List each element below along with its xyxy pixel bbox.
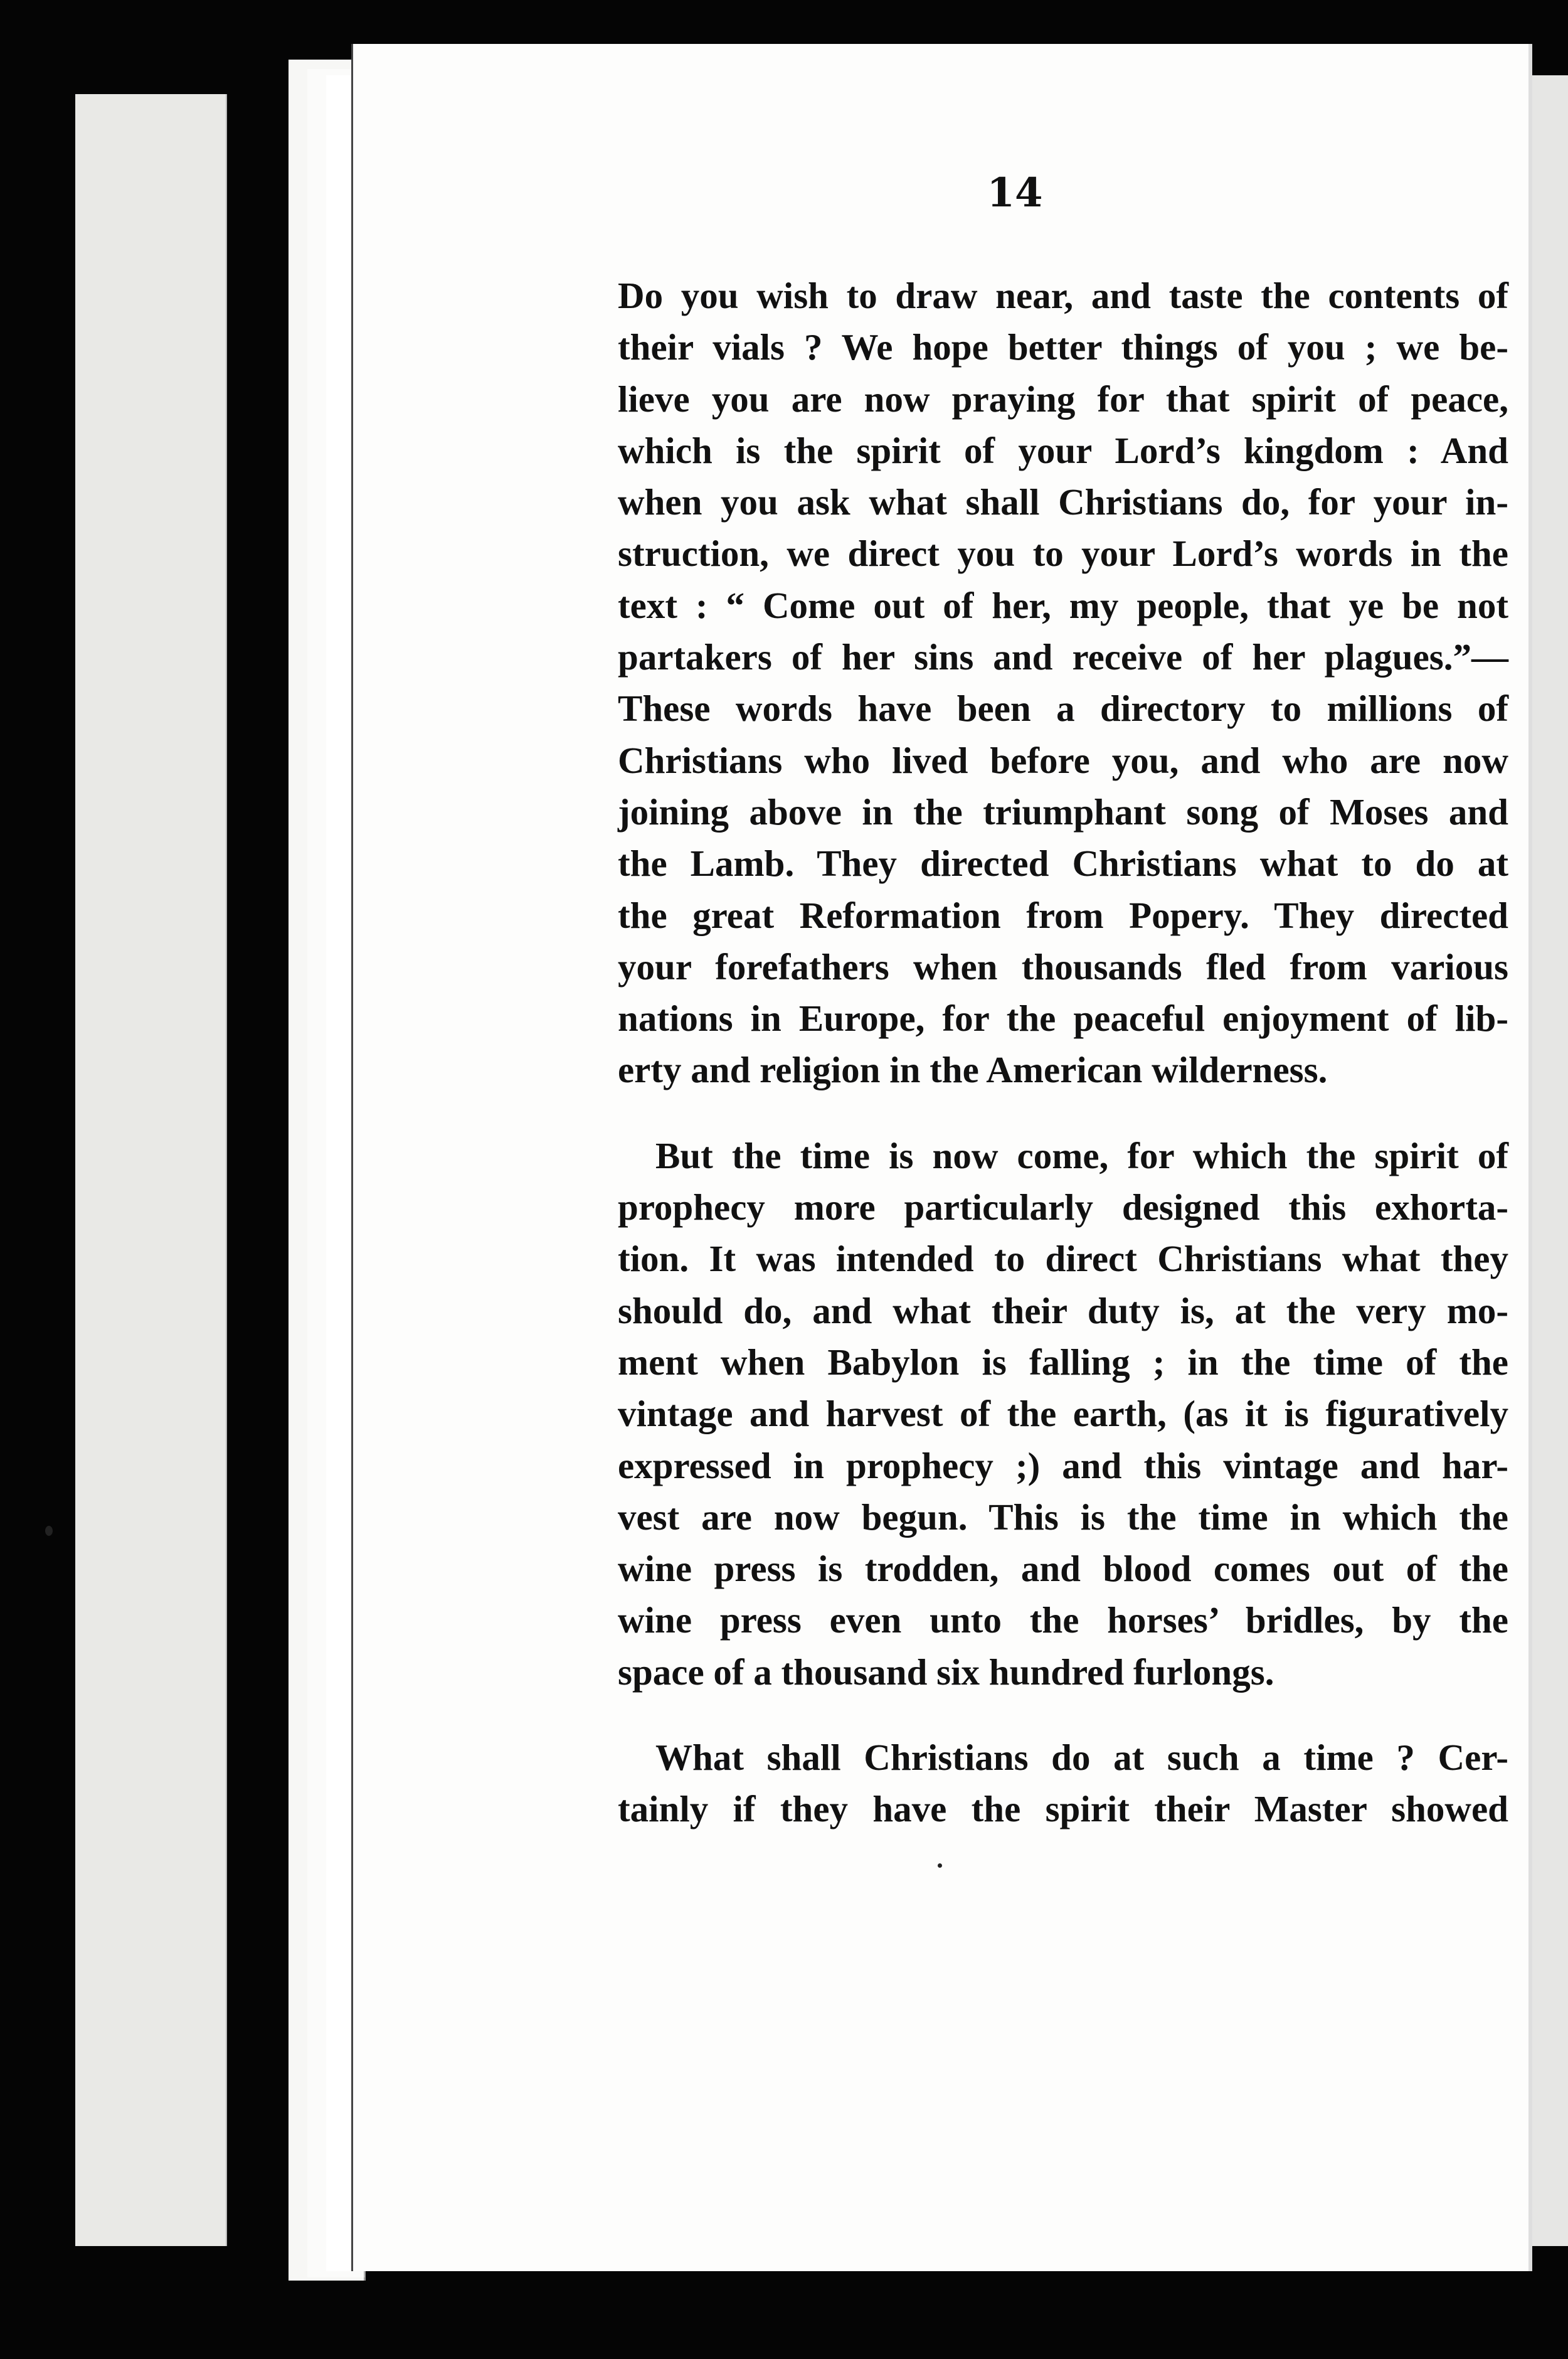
text-line: nations in Europe, for the peaceful enjoyment of lib- <box>618 998 1508 1040</box>
page-edge-back <box>75 94 227 2246</box>
text-line: should do, and what their duty is, at the very mo- <box>618 1289 1508 1331</box>
body-text <box>618 270 1508 1835</box>
text-line: struction, we direct you to your Lord’s words in the <box>618 533 1508 575</box>
text-line: lieve you are now praying for that spirit of peace, <box>618 378 1508 420</box>
text-line: space of a thousand six hundred furlongs. <box>618 1651 1274 1693</box>
text-line: Do you wish to draw near, and taste the contents of <box>618 275 1508 316</box>
text-line: vest are now begun. This is the time in which the <box>618 1496 1508 1538</box>
scan-speck <box>45 1526 53 1536</box>
text-line: partakers of her sins and receive of her plagues.”— <box>618 636 1508 678</box>
text-line: the great Reformation from Popery. They directed <box>618 894 1508 936</box>
text-line: when you ask what shall Christians do, for your in- <box>618 481 1508 523</box>
book-page <box>351 44 1532 2271</box>
text-line: their vials ? We hope better things of you ; we be- <box>618 326 1508 368</box>
text-line: wine press is trodden, and blood comes out of the <box>618 1548 1508 1590</box>
text-line: wine press even unto the horses’ bridles, by the <box>618 1599 1508 1641</box>
text-line: tainly if they have the spirit their Master showed <box>618 1788 1508 1830</box>
scan-speck <box>938 1863 942 1868</box>
text-line: text : “ Come out of her, my people, that ye be not <box>618 584 1508 626</box>
text-line: your forefathers when thousands fled from various <box>618 945 1508 988</box>
facing-page-edge <box>1530 75 1568 2246</box>
text-line: prophecy more particularly designed this exhorta- <box>618 1186 1508 1228</box>
paragraph <box>618 270 1508 1096</box>
paragraph <box>618 1130 1508 1698</box>
text-line: expressed in prophecy ;) and this vintage and har- <box>618 1444 1508 1486</box>
text-line: the Lamb. They directed Christians what to do at <box>618 843 1508 885</box>
text-line: Christians who lived before you, and who are now <box>618 739 1508 781</box>
text-line: These words have been a directory to millions of <box>618 688 1508 730</box>
text-line: tion. It was intended to direct Christians what they <box>618 1238 1508 1280</box>
page-number: 14 <box>987 169 1043 216</box>
text-line: vintage and harvest of the earth, (as it is figuratively <box>618 1393 1508 1435</box>
text-line: What shall Christians do at such a time ? Cer- <box>655 1737 1508 1779</box>
text-line: ment when Babylon is falling ; in the time of the <box>618 1341 1508 1383</box>
text-line: But the time is now come, for which the spirit of <box>655 1134 1508 1176</box>
text-line: erty and religion in the American wilderness. <box>618 1049 1328 1091</box>
text-line: joining above in the triumphant song of Moses and <box>618 791 1508 833</box>
text-line: which is the spirit of your Lord’s kingdom : And <box>618 429 1508 471</box>
paragraph <box>618 1732 1508 1835</box>
